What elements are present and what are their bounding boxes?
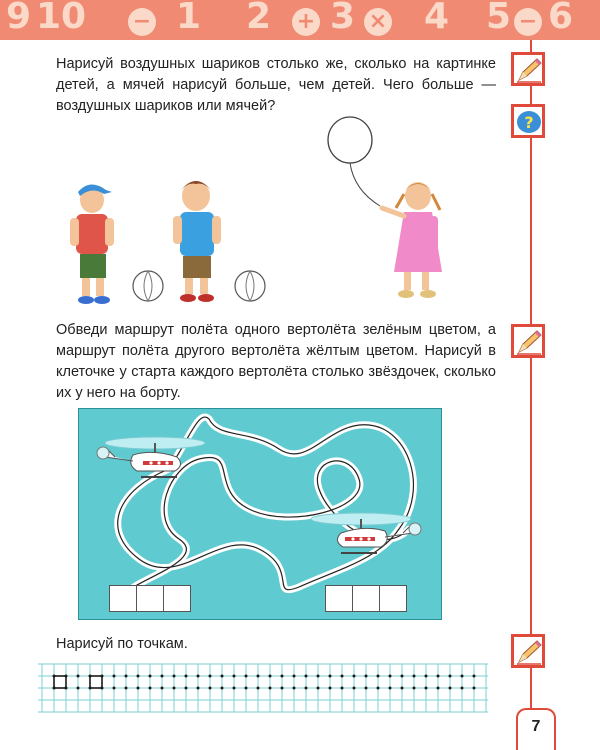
answer-cells-right[interactable] — [325, 585, 407, 612]
grid-dot — [281, 675, 284, 678]
answer-cells-left[interactable] — [109, 585, 191, 612]
grid-dot — [377, 687, 380, 690]
answer-cell[interactable] — [136, 585, 164, 612]
grid-dot — [389, 675, 392, 678]
decor-number: 1 — [176, 0, 202, 37]
grid-dot — [329, 675, 332, 678]
answer-cell[interactable] — [325, 585, 353, 612]
decor-symbol: − — [514, 8, 542, 36]
grid-dot — [197, 675, 200, 678]
grid-dot — [425, 687, 428, 690]
ball — [133, 271, 163, 301]
grid-dot — [305, 675, 308, 678]
decor-number: 5 — [486, 0, 512, 37]
grid-dot — [113, 687, 116, 690]
decor-number: 10 — [36, 0, 87, 37]
grid-dot — [197, 687, 200, 690]
svg-text:?: ? — [524, 113, 534, 132]
grid-dot — [425, 675, 428, 678]
task-2-text: Обведи маршрут полёта одного вертолёта зелёным цветом, а маршрут полёта другого вертолёта жёлтым цветом. Нарисуй в клеточке у старта каждого вертолёта столько звёздочек, сколько их у него на борту. — [56, 322, 496, 401]
grid-dot — [449, 675, 452, 678]
grid-dot — [293, 687, 296, 690]
grid-dot — [353, 687, 356, 690]
grid-dot — [317, 675, 320, 678]
decor-number: 3 — [330, 0, 356, 37]
decor-symbol: − — [128, 8, 156, 36]
grid-dot — [173, 687, 176, 690]
grid-dot — [209, 687, 212, 690]
grid-dot — [281, 687, 284, 690]
grid-dot — [161, 687, 164, 690]
grid-dot — [317, 687, 320, 690]
grid-dot — [413, 675, 416, 678]
grid-dot — [377, 675, 380, 678]
grid-dot — [461, 687, 464, 690]
grid-dot — [461, 675, 464, 678]
grid-dot — [77, 675, 80, 678]
grid-dot — [125, 675, 128, 678]
grid-dot — [233, 687, 236, 690]
grid-dot — [221, 675, 224, 678]
grid-dot — [233, 675, 236, 678]
grid-dot — [401, 687, 404, 690]
grid-dot — [341, 675, 344, 678]
grid-dot — [149, 675, 152, 678]
ball — [235, 271, 265, 301]
grid-dot — [329, 687, 332, 690]
grid-dot — [185, 687, 188, 690]
grid-dot — [245, 687, 248, 690]
grid-dot — [449, 687, 452, 690]
grid-dot — [161, 675, 164, 678]
boy-with-cap — [70, 184, 114, 304]
grid-dot — [473, 675, 476, 678]
grid-dot — [185, 675, 188, 678]
helicopter — [93, 431, 213, 491]
page-number: 7 — [531, 718, 541, 735]
pencil-icon — [511, 324, 545, 358]
answer-cell[interactable] — [352, 585, 380, 612]
helicopter — [305, 507, 425, 567]
grid-dot — [341, 687, 344, 690]
grid-dot — [401, 675, 404, 678]
grid-dot — [473, 687, 476, 690]
task-1-text: Нарисуй воздушных шариков столько же, сколько на картинке детей, а мячей нарисуй больше, чем детей. Чего больше — воздушных шариков или мячей? — [56, 56, 496, 114]
decor-number: 2 — [246, 0, 272, 37]
grid-dot — [365, 675, 368, 678]
grid-dot — [293, 675, 296, 678]
balloon — [328, 117, 380, 206]
task-3-text: Нарисуй по точкам. — [56, 636, 188, 652]
grid-dot — [269, 675, 272, 678]
grid-dot — [113, 675, 116, 678]
grid-dot — [125, 687, 128, 690]
grid-dot — [209, 675, 212, 678]
grid-dot — [353, 675, 356, 678]
children-illustration — [0, 0, 600, 320]
decor-symbol: + — [292, 8, 320, 36]
dot-grid[interactable] — [38, 662, 488, 722]
helicopter-maze — [78, 408, 442, 620]
answer-cell[interactable] — [163, 585, 191, 612]
grid-dot — [257, 687, 260, 690]
grid-dot — [173, 675, 176, 678]
grid-dot — [77, 687, 80, 690]
answer-cell[interactable] — [109, 585, 137, 612]
decor-number: 9 — [6, 0, 32, 37]
decor-number: 4 — [424, 0, 450, 37]
grid-dot — [389, 687, 392, 690]
page-number-tab — [516, 708, 556, 750]
grid-dot — [149, 687, 152, 690]
grid-dot — [365, 687, 368, 690]
grid-dot — [137, 687, 140, 690]
grid-dot — [257, 675, 260, 678]
decor-number: 6 — [548, 0, 574, 37]
girl-with-balloon — [382, 182, 442, 298]
pencil-icon — [511, 634, 545, 668]
grid-dot — [269, 687, 272, 690]
grid-dot — [221, 687, 224, 690]
grid-dot — [413, 687, 416, 690]
decor-symbol: × — [364, 8, 392, 36]
grid-dot — [437, 675, 440, 678]
boy-blue-shirt — [173, 181, 221, 302]
grid-dot — [305, 687, 308, 690]
answer-cell[interactable] — [379, 585, 407, 612]
grid-dot — [437, 687, 440, 690]
grid-dot — [137, 675, 140, 678]
grid-dot — [245, 675, 248, 678]
